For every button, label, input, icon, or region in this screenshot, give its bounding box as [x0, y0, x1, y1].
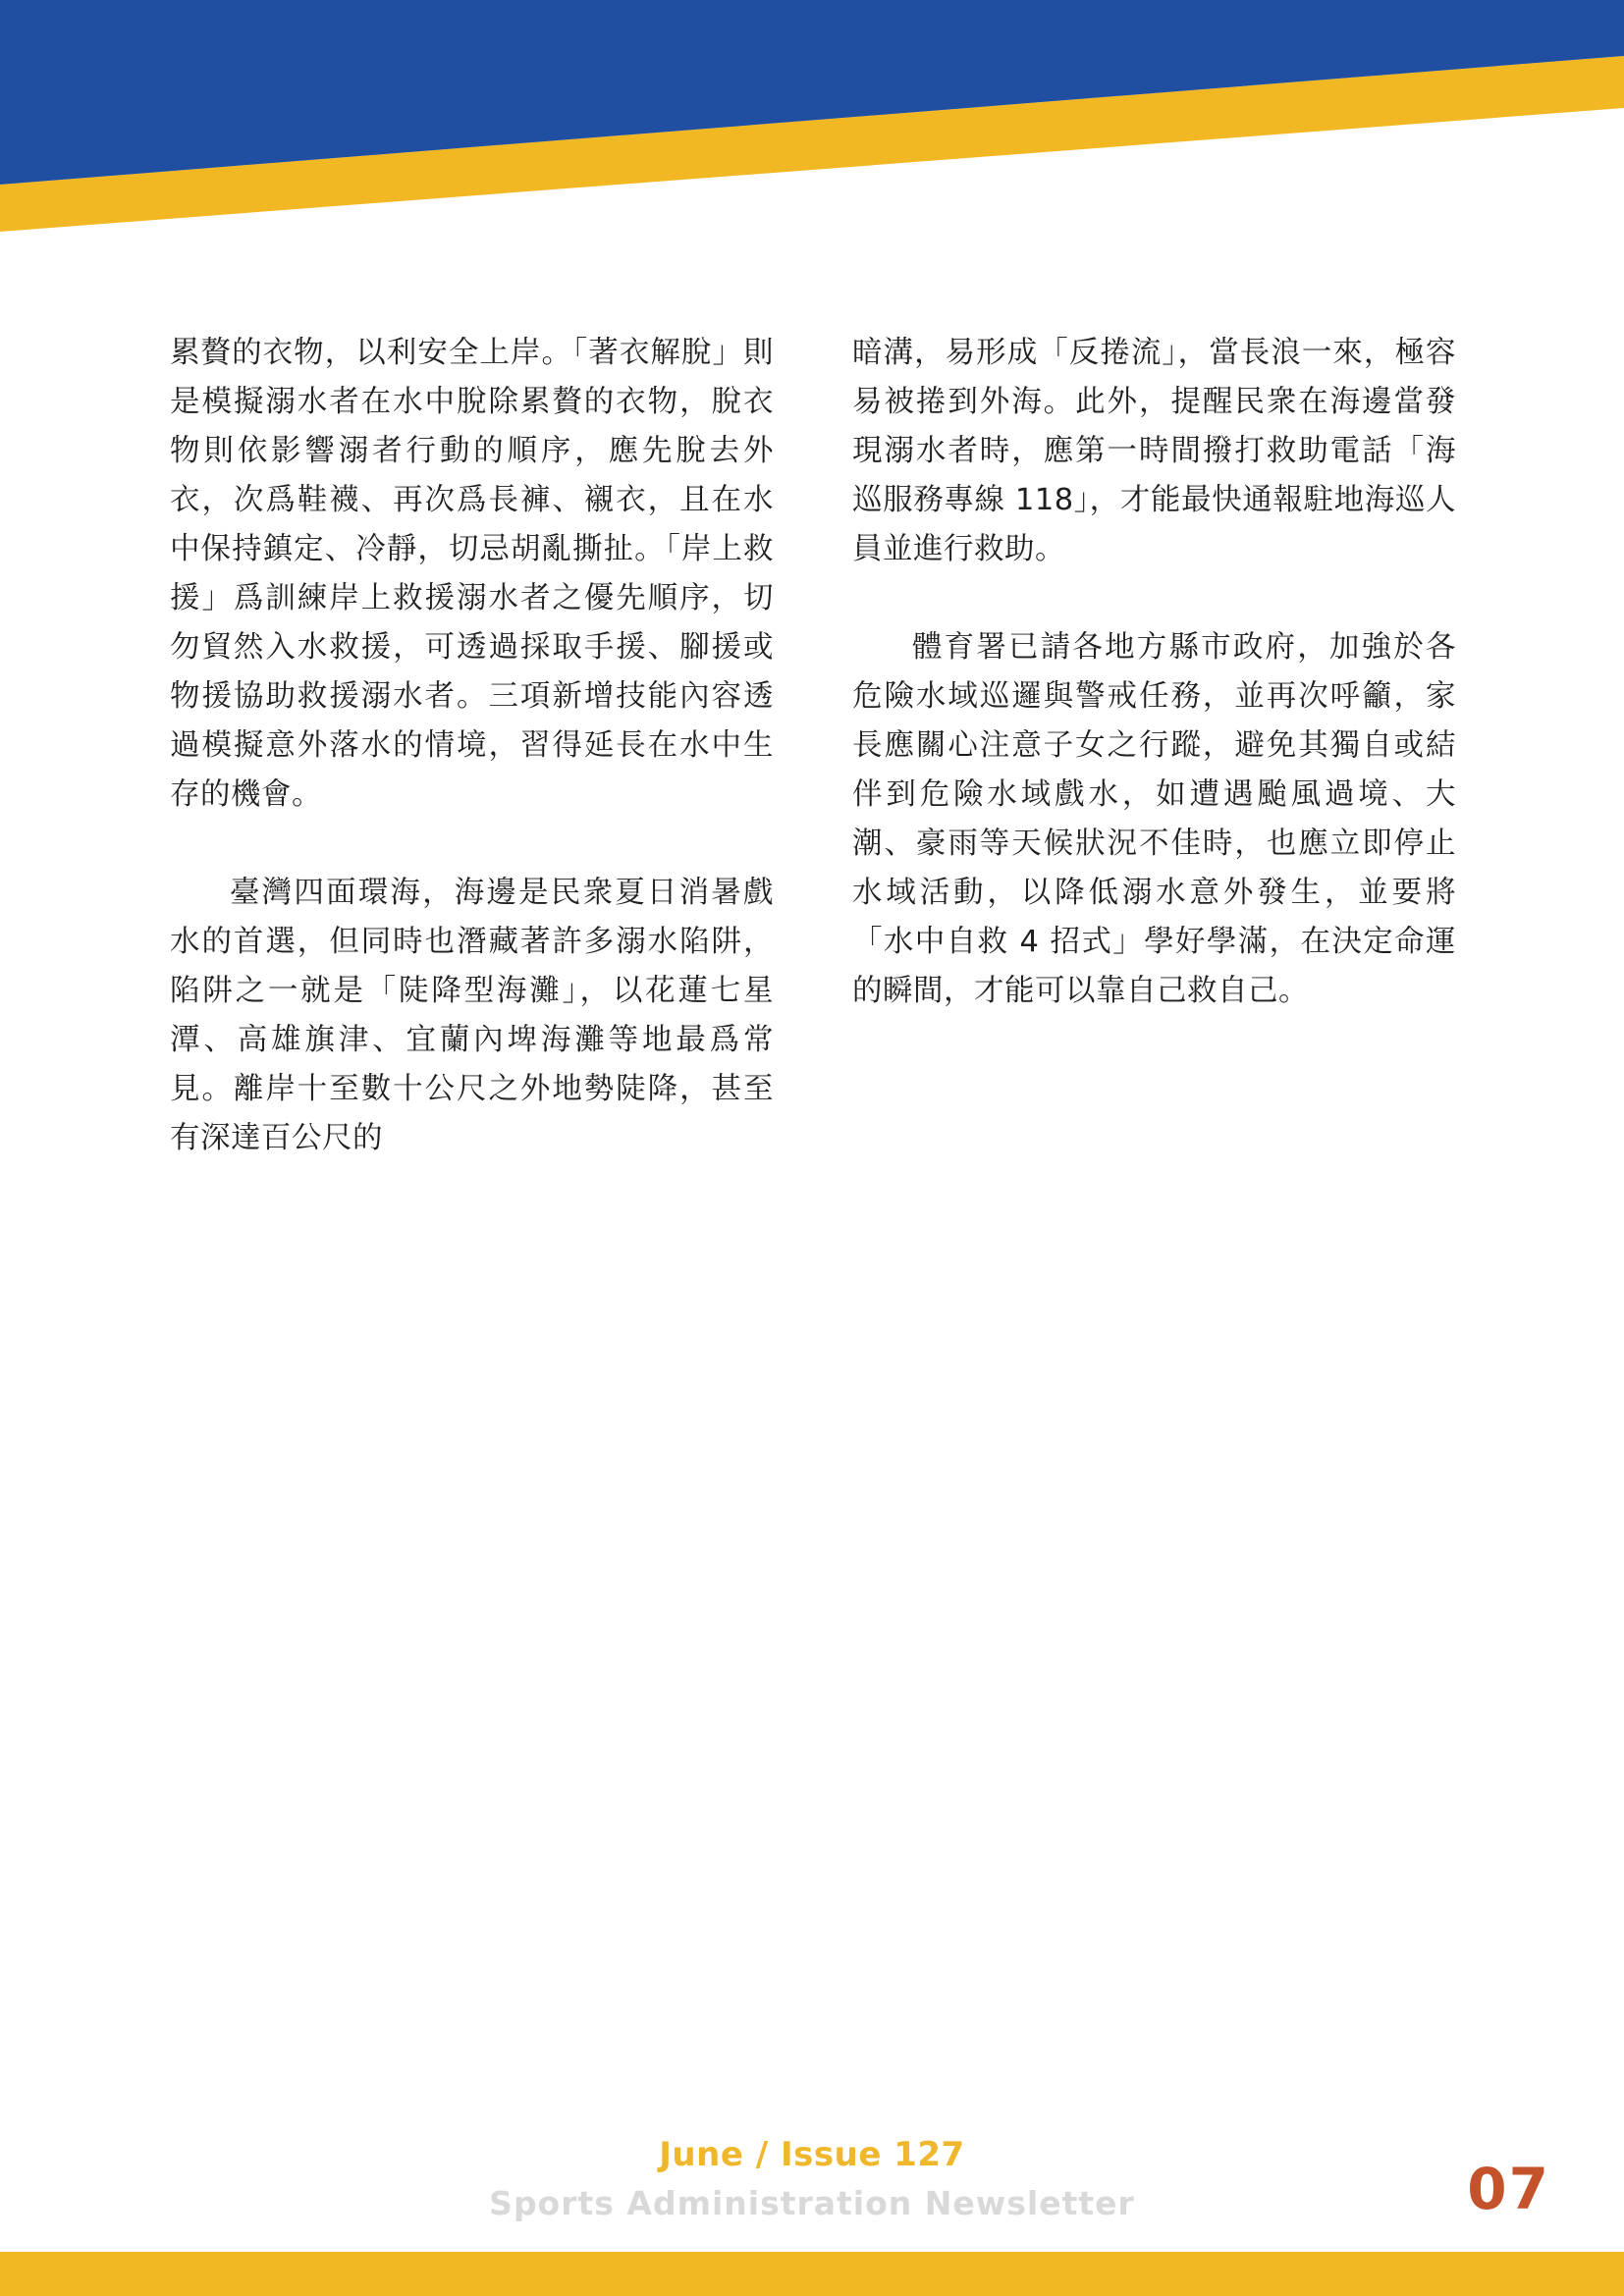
page-number: 07: [1467, 2156, 1550, 2222]
article-paragraph: 臺灣四面環海，海邊是民衆夏日消暑戲水的首選，但同時也潛藏著許多溺水陷阱，陷阱之一就是「陡降型海灘」，以花蓮七星潭、高雄旗津、宜蘭內埤海灘等地最爲常見。離岸十至數十公尺之外地勢陡降，甚至有深達百公尺的: [170, 876, 774, 1155]
article-body: [170, 329, 1456, 1155]
right-column: [852, 329, 1456, 1065]
left-column: [170, 329, 774, 1212]
article-paragraph: 體育署已請各地方縣市政府，加強於各危險水域巡邏與警戒任務，並再次呼籲，家長應關心注意子女之行蹤，避免其獨自或結伴到危險水域戲水，如遭遇颱風過境、大潮、豪雨等天候狀況不佳時，也應立即停止水域活動，以降低溺水意外發生，並要將「水中自救 4 招式」學好學滿，在決定命運的瞬間，才能可以靠自己救自己。: [852, 630, 1456, 1008]
issue-label: June / Issue 127: [659, 2135, 965, 2174]
article-paragraph: 累贅的衣物，以利安全上岸。「著衣解脫」則是模擬溺水者在水中脫除累贅的衣物，脫衣物則依影響溺者行動的順序，應先脫去外衣，次爲鞋襪、再次爲長褲、襯衣，且在水中保持鎮定、冷靜，切忌胡亂撕扯。「岸上救援」爲訓練岸上救援溺水者之優先順序，切勿貿然入水救援，可透過採取手援、腳援或物援協助救援溺水者。三項新增技能內容透過模擬意外落水的情境，習得延長在水中生存的機會。: [170, 336, 774, 812]
publication-name: Sports Administration Newsletter: [489, 2184, 1135, 2222]
footer-bar: [0, 2252, 1624, 2296]
header-banner: [0, 0, 1624, 236]
article-paragraph: 暗溝，易形成「反捲流」，當長浪一來，極容易被捲到外海。此外，提醒民衆在海邊當發現溺水者時，應第一時間撥打救助電話「海巡服務專線 118」，才能最快通報駐地海巡人員並進行救助。: [852, 336, 1456, 566]
